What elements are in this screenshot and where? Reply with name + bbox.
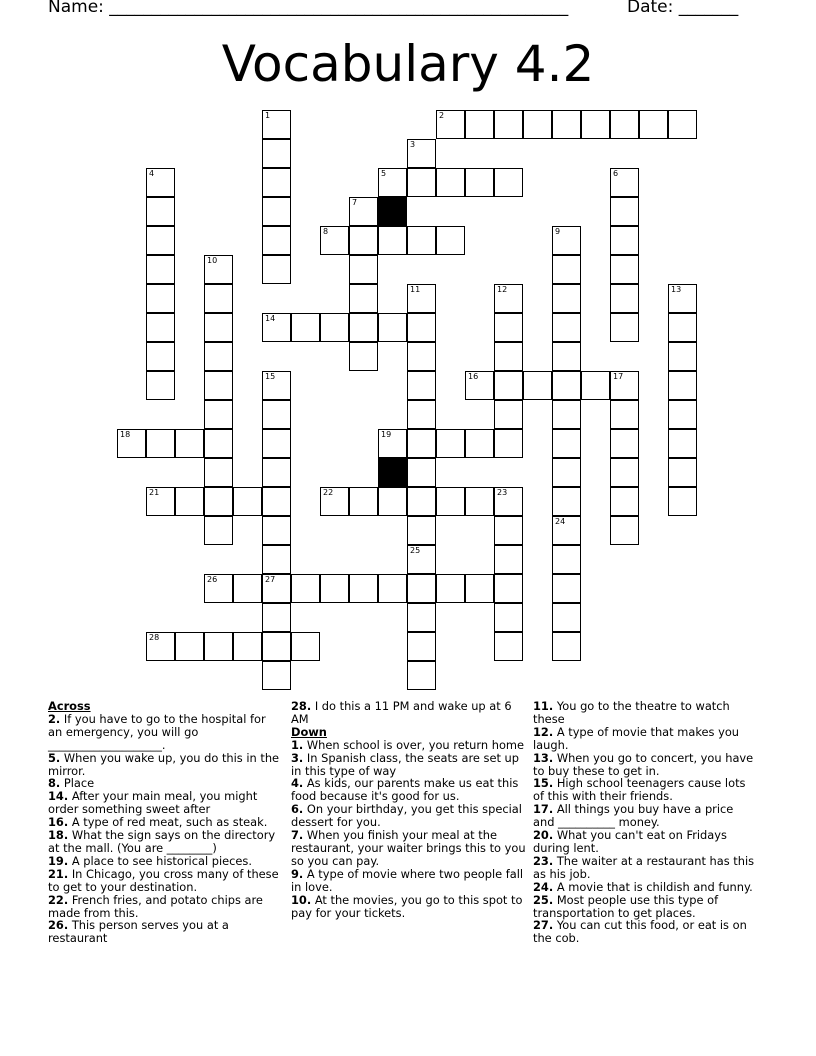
crossword-cell[interactable]: [581, 371, 610, 400]
crossword-cell[interactable]: [262, 545, 291, 574]
clue-text: On your birthday, you get this special dessert for you.: [291, 802, 522, 830]
cell-number: 18: [120, 430, 131, 439]
crossword-cell[interactable]: [146, 632, 175, 661]
crossword-cell[interactable]: [610, 284, 639, 313]
crossword-cell[interactable]: [204, 371, 233, 400]
cell-number: 16: [468, 372, 479, 381]
crossword-cell[interactable]: [610, 226, 639, 255]
clue-number: 13.: [533, 750, 554, 765]
across-clue: [48, 790, 280, 816]
crossword-cell[interactable]: [407, 139, 436, 168]
crossword-cell[interactable]: [349, 255, 378, 284]
clue-number: 7.: [291, 828, 304, 843]
crossword-cell[interactable]: [610, 458, 639, 487]
clue-number: 3.: [291, 750, 304, 765]
clue-number: 18.: [48, 828, 69, 843]
crossword-cell[interactable]: [407, 545, 436, 574]
crossword-cell[interactable]: [436, 226, 465, 255]
crossword-cell[interactable]: [291, 632, 320, 661]
crossword-cell[interactable]: [494, 487, 523, 516]
clue-column-2: [291, 700, 527, 919]
crossword-cell[interactable]: [552, 284, 581, 313]
crossword-cell[interactable]: [349, 226, 378, 255]
crossword-cell[interactable]: [552, 226, 581, 255]
crossword-cell[interactable]: [146, 342, 175, 371]
crossword-cell[interactable]: [378, 168, 407, 197]
clue-number: 1.: [291, 737, 304, 752]
clue-number: 19.: [48, 853, 69, 868]
crossword-cell[interactable]: [204, 458, 233, 487]
crossword-cell[interactable]: [552, 458, 581, 487]
crossword-cell[interactable]: [465, 371, 494, 400]
crossword-cell[interactable]: [204, 574, 233, 603]
cell-number: 26: [207, 575, 218, 584]
crossword-cell[interactable]: [291, 574, 320, 603]
crossword-cell[interactable]: [610, 255, 639, 284]
clue-number: 6.: [291, 802, 304, 817]
crossword-cell[interactable]: [175, 487, 204, 516]
crossword-cell[interactable]: [494, 342, 523, 371]
clue-number: 20.: [533, 828, 554, 843]
crossword-cell[interactable]: [610, 168, 639, 197]
crossword-cell[interactable]: [668, 110, 697, 139]
crossword-cell[interactable]: [146, 197, 175, 226]
cell-number: 4: [149, 169, 155, 178]
crossword-cell[interactable]: [668, 400, 697, 429]
crossword-cell[interactable]: [552, 110, 581, 139]
crossword-cell[interactable]: [610, 487, 639, 516]
crossword-cell[interactable]: [407, 603, 436, 632]
crossword-cell[interactable]: [494, 168, 523, 197]
crossword-cell[interactable]: [668, 284, 697, 313]
crossword-cell[interactable]: [233, 574, 262, 603]
down-clue: [533, 777, 757, 803]
clue-text: A type of movie that makes you laugh.: [533, 724, 740, 752]
down-clue: [533, 894, 757, 920]
crossword-cell[interactable]: [668, 342, 697, 371]
page-title: Vocabulary 4.2: [221, 35, 595, 93]
clue-text: Most people use this type of transportation to get places.: [533, 892, 719, 920]
crossword-cell[interactable]: [494, 313, 523, 342]
crossword-cell[interactable]: [668, 487, 697, 516]
crossword-cell[interactable]: [494, 429, 523, 458]
clue-text: After your main meal, you might order something sweet after: [48, 789, 258, 817]
clue-text: I do this a 11 PM and wake up at 6 AM: [291, 699, 512, 726]
crossword-cell[interactable]: [494, 371, 523, 400]
cell-number: 19: [381, 430, 392, 439]
crossword-cell[interactable]: [465, 574, 494, 603]
crossword-cell[interactable]: [320, 574, 349, 603]
crossword-cell[interactable]: [639, 110, 668, 139]
crossword-cell[interactable]: [610, 197, 639, 226]
crossword-cell[interactable]: [668, 458, 697, 487]
crossword-cell[interactable]: [465, 429, 494, 458]
crossword-cell[interactable]: [494, 574, 523, 603]
clue-number: 5.: [48, 750, 61, 765]
cell-number: 17: [613, 372, 624, 381]
crossword-cell[interactable]: [407, 487, 436, 516]
crossword-cell[interactable]: [204, 255, 233, 284]
cell-number: 5: [381, 169, 387, 178]
cell-number: 2: [439, 111, 445, 120]
crossword-cell[interactable]: [117, 429, 146, 458]
clue-number: 25.: [533, 892, 554, 907]
crossword-cell[interactable]: [204, 284, 233, 313]
crossword-cell[interactable]: [204, 400, 233, 429]
across-clue: [48, 829, 280, 855]
crossword-cell[interactable]: [378, 226, 407, 255]
crossword-cell[interactable]: [262, 487, 291, 516]
crossword-cell[interactable]: [668, 313, 697, 342]
clue-number: 4.: [291, 776, 304, 791]
crossword-cell[interactable]: [146, 226, 175, 255]
crossword-cell[interactable]: [552, 545, 581, 574]
crossword-cell[interactable]: [262, 110, 291, 139]
crossword-cell[interactable]: [407, 284, 436, 313]
down-clue: [533, 752, 757, 778]
crossword-cell[interactable]: [349, 197, 378, 226]
clue-text: What the sign says on the directory at the mall. (You are ________): [48, 828, 276, 855]
crossword-cell[interactable]: [262, 661, 291, 690]
down-clue: [533, 726, 757, 752]
crossword-cell[interactable]: [146, 255, 175, 284]
clue-text: French fries, and potato chips are made from this.: [48, 892, 263, 920]
across-heading: Across: [48, 699, 91, 713]
crossword-cell[interactable]: [407, 632, 436, 661]
clue-text: Place: [63, 776, 95, 791]
clue-number: 16.: [48, 815, 69, 830]
crossword-cell[interactable]: [262, 255, 291, 284]
clue-column-3: [533, 700, 757, 945]
clue-column-1: [48, 700, 280, 945]
crossword-cell[interactable]: [552, 516, 581, 545]
crossword-cell[interactable]: [494, 110, 523, 139]
clue-text: A movie that is childish and funny.: [556, 879, 753, 894]
crossword-cell[interactable]: [436, 168, 465, 197]
crossword-cell[interactable]: [407, 313, 436, 342]
crossword-cell[interactable]: [204, 632, 233, 661]
crossword-cell[interactable]: [233, 487, 262, 516]
clue-number: 26.: [48, 918, 69, 933]
crossword-cell[interactable]: [465, 168, 494, 197]
cell-number: 7: [352, 198, 358, 207]
cell-number: 10: [207, 256, 218, 265]
cell-number: 11: [410, 285, 421, 294]
clue-text: At the movies, you go to this spot to pay for your tickets.: [291, 892, 523, 920]
across-clue: [48, 868, 280, 894]
clue-number: 28.: [291, 699, 312, 713]
crossword-block: [378, 458, 407, 487]
clue-text: A type of red meat, such as steak.: [71, 815, 268, 830]
crossword-cell[interactable]: [204, 487, 233, 516]
date-field[interactable]: Date: _______: [627, 0, 739, 17]
crossword-cell[interactable]: [262, 429, 291, 458]
crossword-cell[interactable]: [407, 226, 436, 255]
crossword-cell[interactable]: [552, 342, 581, 371]
across-clue: [48, 713, 280, 752]
crossword-cell[interactable]: [349, 284, 378, 313]
crossword-cell[interactable]: [291, 313, 320, 342]
clue-number: 23.: [533, 853, 554, 868]
clue-number: 8.: [48, 776, 61, 791]
down-clue: [291, 777, 527, 803]
crossword-cell[interactable]: [204, 516, 233, 545]
down-heading: Down: [291, 724, 327, 739]
crossword-cell[interactable]: [349, 313, 378, 342]
cell-number: 6: [613, 169, 619, 178]
crossword-cell[interactable]: [436, 110, 465, 139]
down-clue: [533, 919, 757, 945]
crossword-cell[interactable]: [552, 255, 581, 284]
clue-text: When you finish your meal at the restaurant, your waiter brings this to you so you can pay.: [291, 828, 526, 868]
crossword-cell[interactable]: [494, 603, 523, 632]
crossword-cell[interactable]: [552, 400, 581, 429]
cell-number: 9: [555, 227, 561, 236]
crossword-cell[interactable]: [552, 603, 581, 632]
crossword-cell[interactable]: [175, 632, 204, 661]
clue-number: 15.: [533, 776, 554, 791]
crossword-cell[interactable]: [204, 313, 233, 342]
clue-text: All things you buy have a price and __________ money.: [533, 802, 734, 830]
crossword-cell[interactable]: [262, 168, 291, 197]
crossword-cell[interactable]: [407, 661, 436, 690]
clue-number: 10.: [291, 892, 312, 907]
crossword-cell[interactable]: [320, 313, 349, 342]
cell-number: 22: [323, 488, 334, 497]
crossword-cell[interactable]: [262, 139, 291, 168]
clue-text: A place to see historical pieces.: [71, 853, 252, 868]
crossword-cell[interactable]: [494, 400, 523, 429]
clue-text: In Spanish class, the seats are set up in this type of way: [291, 750, 519, 778]
clue-text: This person serves you at a restaurant: [48, 918, 229, 946]
clue-text: As kids, our parents make us eat this food because it's good for us.: [291, 776, 519, 804]
clue-text: A type of movie where two people fall in love.: [291, 866, 524, 894]
cell-number: 28: [149, 633, 160, 642]
crossword-cell[interactable]: [262, 313, 291, 342]
cell-number: 21: [149, 488, 160, 497]
down-clue: [291, 752, 527, 778]
crossword-cell[interactable]: [610, 313, 639, 342]
crossword-cell[interactable]: [407, 168, 436, 197]
crossword-cell[interactable]: [610, 400, 639, 429]
crossword-cell[interactable]: [407, 400, 436, 429]
crossword-cell[interactable]: [146, 313, 175, 342]
crossword-cell[interactable]: [262, 516, 291, 545]
crossword-cell[interactable]: [349, 574, 378, 603]
crossword-cell[interactable]: [668, 429, 697, 458]
down-clue: [291, 829, 527, 868]
clue-number: 12.: [533, 724, 554, 739]
crossword-cell[interactable]: [668, 371, 697, 400]
crossword-cell[interactable]: [378, 574, 407, 603]
crossword-cell[interactable]: [494, 284, 523, 313]
crossword-cell[interactable]: [262, 574, 291, 603]
clue-number: 17.: [533, 802, 554, 817]
crossword-cell[interactable]: [262, 197, 291, 226]
cell-number: 27: [265, 575, 276, 584]
crossword-cell[interactable]: [552, 429, 581, 458]
crossword-cell[interactable]: [407, 342, 436, 371]
clue-text: When you go to concert, you have to buy these to get in.: [533, 750, 754, 778]
crossword-cell[interactable]: [233, 632, 262, 661]
crossword-cell[interactable]: [320, 487, 349, 516]
down-clue: [291, 803, 527, 829]
clue-text: The waiter at a restaurant has this as his job.: [533, 853, 755, 881]
clue-text: In Chicago, you cross many of these to get to your destination.: [48, 866, 279, 894]
crossword-cell[interactable]: [407, 429, 436, 458]
crossword-cell[interactable]: [262, 226, 291, 255]
across-clue: [48, 894, 280, 920]
crossword-cell[interactable]: [436, 487, 465, 516]
clue-text: If you have to go to the hospital for an emergency, you will go ____________________.: [48, 711, 266, 752]
down-clue: [291, 868, 527, 894]
clue-number: 14.: [48, 789, 69, 804]
crossword-cell[interactable]: [552, 487, 581, 516]
crossword-cell[interactable]: [320, 226, 349, 255]
crossword-cell[interactable]: [146, 429, 175, 458]
clue-number: 22.: [48, 892, 69, 907]
across-clue: [48, 919, 280, 945]
clue-text: High school teenagers cause lots of this with their friends.: [533, 776, 746, 804]
crossword-cell[interactable]: [204, 429, 233, 458]
crossword-cell[interactable]: [175, 429, 204, 458]
crossword-cell[interactable]: [610, 429, 639, 458]
cell-number: 8: [323, 227, 329, 236]
cell-number: 3: [410, 140, 416, 149]
crossword-cell[interactable]: [552, 313, 581, 342]
cell-number: 15: [265, 372, 276, 381]
crossword-cell[interactable]: [552, 371, 581, 400]
crossword-cell[interactable]: [262, 603, 291, 632]
crossword-cell[interactable]: [465, 110, 494, 139]
crossword-cell[interactable]: [262, 632, 291, 661]
crossword-cell[interactable]: [146, 487, 175, 516]
cell-number: 14: [265, 314, 276, 323]
crossword-cell[interactable]: [465, 487, 494, 516]
crossword-cell[interactable]: [146, 168, 175, 197]
down-clue: [533, 855, 757, 881]
clue-number: 27.: [533, 918, 554, 933]
cell-number: 13: [671, 285, 682, 294]
crossword-cell[interactable]: [262, 371, 291, 400]
clue-number: 11.: [533, 699, 554, 713]
crossword-cell[interactable]: [436, 574, 465, 603]
crossword-cell[interactable]: [523, 110, 552, 139]
clue-text: When school is over, you return home: [306, 737, 525, 752]
crossword-cell[interactable]: [349, 487, 378, 516]
crossword-cell[interactable]: [378, 487, 407, 516]
clue-text: You go to the theatre to watch these: [533, 699, 730, 726]
crossword-cell[interactable]: [407, 574, 436, 603]
crossword-cell[interactable]: [146, 284, 175, 313]
crossword-cell[interactable]: [494, 516, 523, 545]
crossword-cell[interactable]: [523, 371, 552, 400]
crossword-cell[interactable]: [262, 400, 291, 429]
crossword-cell[interactable]: [610, 516, 639, 545]
crossword-cell[interactable]: [407, 458, 436, 487]
name-field[interactable]: Name: ______________________________________________________: [48, 0, 569, 17]
cell-number: 23: [497, 488, 508, 497]
crossword-cell[interactable]: [581, 110, 610, 139]
crossword-cell[interactable]: [146, 371, 175, 400]
crossword-cell[interactable]: [407, 516, 436, 545]
down-clue: [533, 700, 757, 726]
cell-number: 25: [410, 546, 421, 555]
down-clue: [533, 829, 757, 855]
crossword-cell[interactable]: [552, 574, 581, 603]
down-clue: [291, 894, 527, 920]
cell-number: 1: [265, 111, 271, 120]
crossword-cell[interactable]: [610, 371, 639, 400]
cell-number: 24: [555, 517, 566, 526]
clue-text: What you can't eat on Fridays during lent.: [533, 828, 727, 855]
crossword-cell[interactable]: [407, 371, 436, 400]
crossword-cell[interactable]: [610, 110, 639, 139]
crossword-cell[interactable]: [262, 458, 291, 487]
crossword-block: [378, 197, 407, 226]
across-clue: [48, 752, 280, 778]
clue-number: 9.: [291, 866, 304, 881]
crossword-cell[interactable]: [349, 342, 378, 371]
clue-number: 24.: [533, 879, 554, 894]
crossword-cell[interactable]: [494, 545, 523, 574]
crossword-cell[interactable]: [552, 632, 581, 661]
crossword-cell[interactable]: [494, 632, 523, 661]
clue-text: When you wake up, you do this in the mirror.: [48, 750, 280, 778]
crossword-cell[interactable]: [378, 429, 407, 458]
crossword-cell[interactable]: [378, 313, 407, 342]
cell-number: 12: [497, 285, 508, 294]
across-clue: [291, 700, 527, 726]
clue-text: You can cut this food, or eat is on the cob.: [533, 918, 747, 946]
clue-number: 21.: [48, 866, 69, 881]
clue-number: 2.: [48, 711, 61, 726]
crossword-cell[interactable]: [204, 342, 233, 371]
down-clue: [533, 803, 757, 829]
crossword-cell[interactable]: [436, 429, 465, 458]
